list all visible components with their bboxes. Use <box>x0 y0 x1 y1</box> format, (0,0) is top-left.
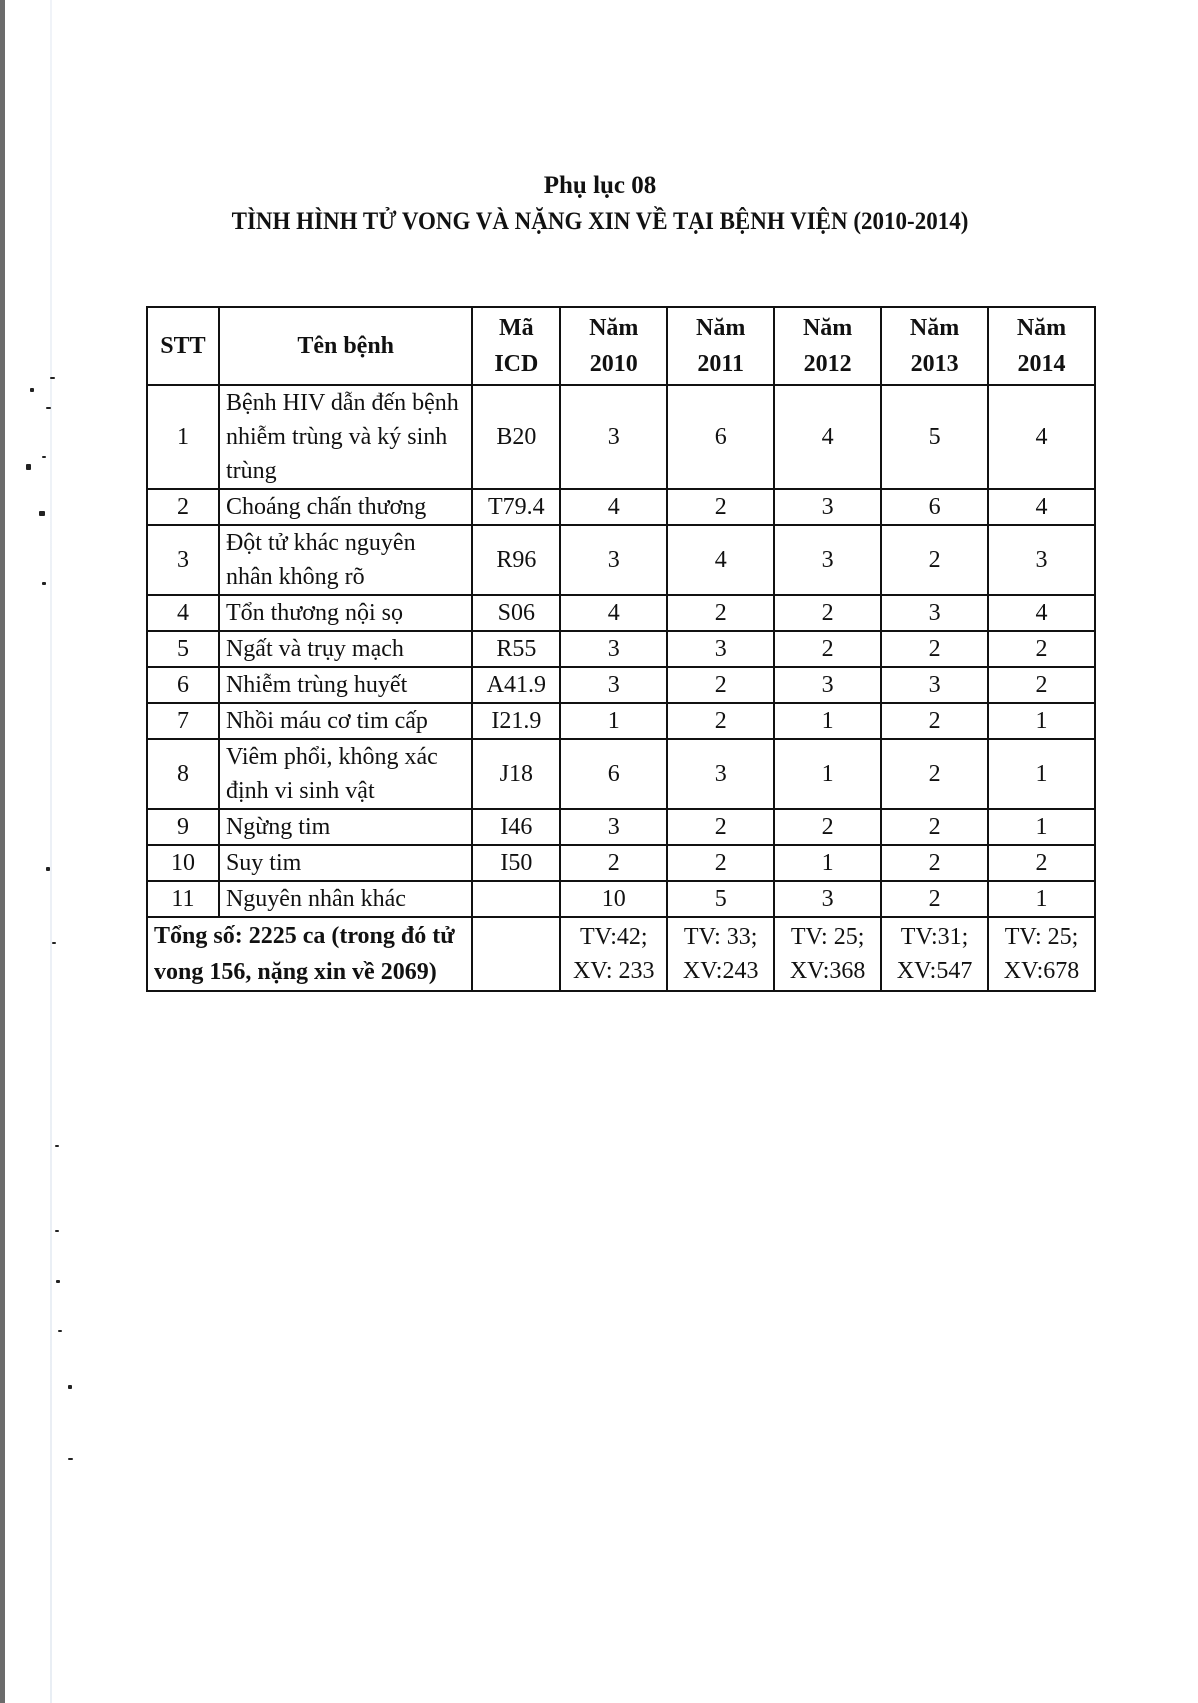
row-icd-code: I50 <box>472 845 560 881</box>
row-stt: 6 <box>147 667 219 703</box>
row-year-value: 3 <box>560 525 667 595</box>
row-year-value: 4 <box>560 489 667 525</box>
header-year-2013: Năm 2013 <box>881 307 988 385</box>
row-icd-code: S06 <box>472 595 560 631</box>
scan-speck <box>68 1458 73 1460</box>
row-year-value: 4 <box>774 385 881 489</box>
row-stt: 7 <box>147 703 219 739</box>
table-row <box>147 385 1095 489</box>
row-year-value: 1 <box>560 703 667 739</box>
appendix-label: Phụ lục 08 <box>543 172 657 199</box>
row-year-value: 3 <box>774 525 881 595</box>
row-year-value: 3 <box>881 595 988 631</box>
row-year-value: 3 <box>774 667 881 703</box>
row-year-value: 2 <box>988 667 1095 703</box>
scan-speck <box>55 1145 59 1147</box>
row-year-value: 2 <box>881 703 988 739</box>
header-year-2010: Năm 2010 <box>560 307 667 385</box>
row-year-value: 6 <box>560 739 667 809</box>
document-heading <box>150 168 1050 240</box>
table-row <box>147 739 1095 809</box>
row-year-value: 3 <box>667 739 774 809</box>
total-2011: TV: 33; XV:243 <box>667 917 774 991</box>
table-body <box>147 385 1095 917</box>
row-icd-code: B20 <box>472 385 560 489</box>
scan-speck <box>52 942 56 944</box>
row-year-value: 3 <box>560 667 667 703</box>
row-icd-code: J18 <box>472 739 560 809</box>
row-stt: 8 <box>147 739 219 809</box>
row-year-value: 6 <box>667 385 774 489</box>
row-year-value: 10 <box>560 881 667 917</box>
row-stt: 5 <box>147 631 219 667</box>
scan-speck <box>50 377 55 379</box>
scan-speck <box>26 464 31 470</box>
row-year-value: 2 <box>881 739 988 809</box>
row-year-value: 4 <box>560 595 667 631</box>
scan-speck <box>39 511 45 516</box>
table-row <box>147 845 1095 881</box>
table-row <box>147 667 1095 703</box>
row-year-value: 2 <box>560 845 667 881</box>
row-year-value: 5 <box>667 881 774 917</box>
row-year-value: 4 <box>667 525 774 595</box>
row-icd-code: T79.4 <box>472 489 560 525</box>
header-icd-code: Mã ICD <box>472 307 560 385</box>
scan-page-edge <box>0 0 5 1703</box>
row-year-value: 2 <box>667 595 774 631</box>
scan-speck <box>46 407 51 409</box>
table-row <box>147 631 1095 667</box>
row-year-value: 1 <box>774 703 881 739</box>
row-year-value: 4 <box>988 385 1095 489</box>
row-year-value: 2 <box>988 631 1095 667</box>
row-year-value: 2 <box>667 845 774 881</box>
row-disease-name: Tổn thương nội sọ <box>219 595 472 631</box>
header-stt: STT <box>147 307 219 385</box>
row-year-value: 6 <box>881 489 988 525</box>
row-year-value: 2 <box>881 809 988 845</box>
row-year-value: 2 <box>667 703 774 739</box>
row-year-value: 3 <box>774 881 881 917</box>
row-stt: 1 <box>147 385 219 489</box>
table-row <box>147 703 1095 739</box>
scan-speck <box>68 1385 72 1389</box>
row-year-value: 1 <box>988 809 1095 845</box>
row-icd-code: A41.9 <box>472 667 560 703</box>
scan-speck <box>42 456 46 458</box>
row-disease-name: Viêm phổi, không xác định vi sinh vật <box>219 739 472 809</box>
row-stt: 4 <box>147 595 219 631</box>
scan-fold-line <box>50 0 52 1703</box>
row-year-value: 3 <box>667 631 774 667</box>
total-2010: TV:42; XV: 233 <box>560 917 667 991</box>
row-year-value: 2 <box>881 525 988 595</box>
header-year-2014: Năm 2014 <box>988 307 1095 385</box>
row-stt: 2 <box>147 489 219 525</box>
header-disease-name: Tên bệnh <box>219 307 472 385</box>
row-year-value: 3 <box>881 667 988 703</box>
row-year-value: 2 <box>774 595 881 631</box>
row-year-value: 1 <box>988 703 1095 739</box>
row-year-value: 5 <box>881 385 988 489</box>
table-row <box>147 881 1095 917</box>
table-row <box>147 595 1095 631</box>
row-year-value: 2 <box>881 631 988 667</box>
mortality-table <box>146 306 1096 992</box>
row-year-value: 4 <box>988 595 1095 631</box>
row-year-value: 2 <box>667 809 774 845</box>
row-year-value: 2 <box>774 809 881 845</box>
header-year-2011: Năm 2011 <box>667 307 774 385</box>
total-2014: TV: 25; XV:678 <box>988 917 1095 991</box>
row-disease-name: Nhồi máu cơ tim cấp <box>219 703 472 739</box>
table-row <box>147 489 1095 525</box>
row-icd-code <box>472 881 560 917</box>
row-disease-name: Bệnh HIV dẫn đến bệnh nhiễm trùng và ký sinh trùng <box>219 385 472 489</box>
total-icd-cell <box>472 917 560 991</box>
row-stt: 11 <box>147 881 219 917</box>
row-disease-name: Nhiễm trùng huyết <box>219 667 472 703</box>
scan-speck <box>56 1280 60 1283</box>
row-icd-code: I21.9 <box>472 703 560 739</box>
row-year-value: 4 <box>988 489 1095 525</box>
row-disease-name: Đột tử khác nguyên nhân không rõ <box>219 525 472 595</box>
row-year-value: 2 <box>667 489 774 525</box>
scan-speck <box>46 867 50 871</box>
row-year-value: 1 <box>988 739 1095 809</box>
row-year-value: 2 <box>881 881 988 917</box>
row-disease-name: Choáng chấn thương <box>219 489 472 525</box>
table-row <box>147 809 1095 845</box>
row-disease-name: Ngừng tim <box>219 809 472 845</box>
row-year-value: 2 <box>774 631 881 667</box>
row-disease-name: Ngất và trụy mạch <box>219 631 472 667</box>
scan-speck <box>58 1330 62 1332</box>
row-icd-code: R55 <box>472 631 560 667</box>
document-title: TÌNH HÌNH TỬ VONG VÀ NẶNG XIN VỀ TẠI BỆNH VIỆN (2010-2014) <box>231 208 969 235</box>
scan-speck <box>42 582 46 585</box>
row-disease-name: Nguyên nhân khác <box>219 881 472 917</box>
row-icd-code: R96 <box>472 525 560 595</box>
row-stt: 10 <box>147 845 219 881</box>
row-year-value: 2 <box>881 845 988 881</box>
row-year-value: 1 <box>988 881 1095 917</box>
row-stt: 9 <box>147 809 219 845</box>
row-icd-code: I46 <box>472 809 560 845</box>
row-year-value: 3 <box>988 525 1095 595</box>
table-row <box>147 525 1095 595</box>
total-2013: TV:31; XV:547 <box>881 917 988 991</box>
row-year-value: 1 <box>774 845 881 881</box>
total-label: Tổng số: 2225 ca (trong đó tử vong 156, nặng xin về 2069) <box>147 917 472 991</box>
row-year-value: 3 <box>560 631 667 667</box>
row-year-value: 3 <box>774 489 881 525</box>
total-2012: TV: 25; XV:368 <box>774 917 881 991</box>
row-year-value: 2 <box>667 667 774 703</box>
row-year-value: 3 <box>560 809 667 845</box>
header-year-2012: Năm 2012 <box>774 307 881 385</box>
row-year-value: 1 <box>774 739 881 809</box>
scan-speck <box>55 1230 59 1232</box>
row-year-value: 2 <box>988 845 1095 881</box>
scan-speck <box>30 388 34 392</box>
row-stt: 3 <box>147 525 219 595</box>
row-year-value: 3 <box>560 385 667 489</box>
table-total-row <box>147 917 1095 991</box>
table-header-row <box>147 307 1095 385</box>
row-disease-name: Suy tim <box>219 845 472 881</box>
